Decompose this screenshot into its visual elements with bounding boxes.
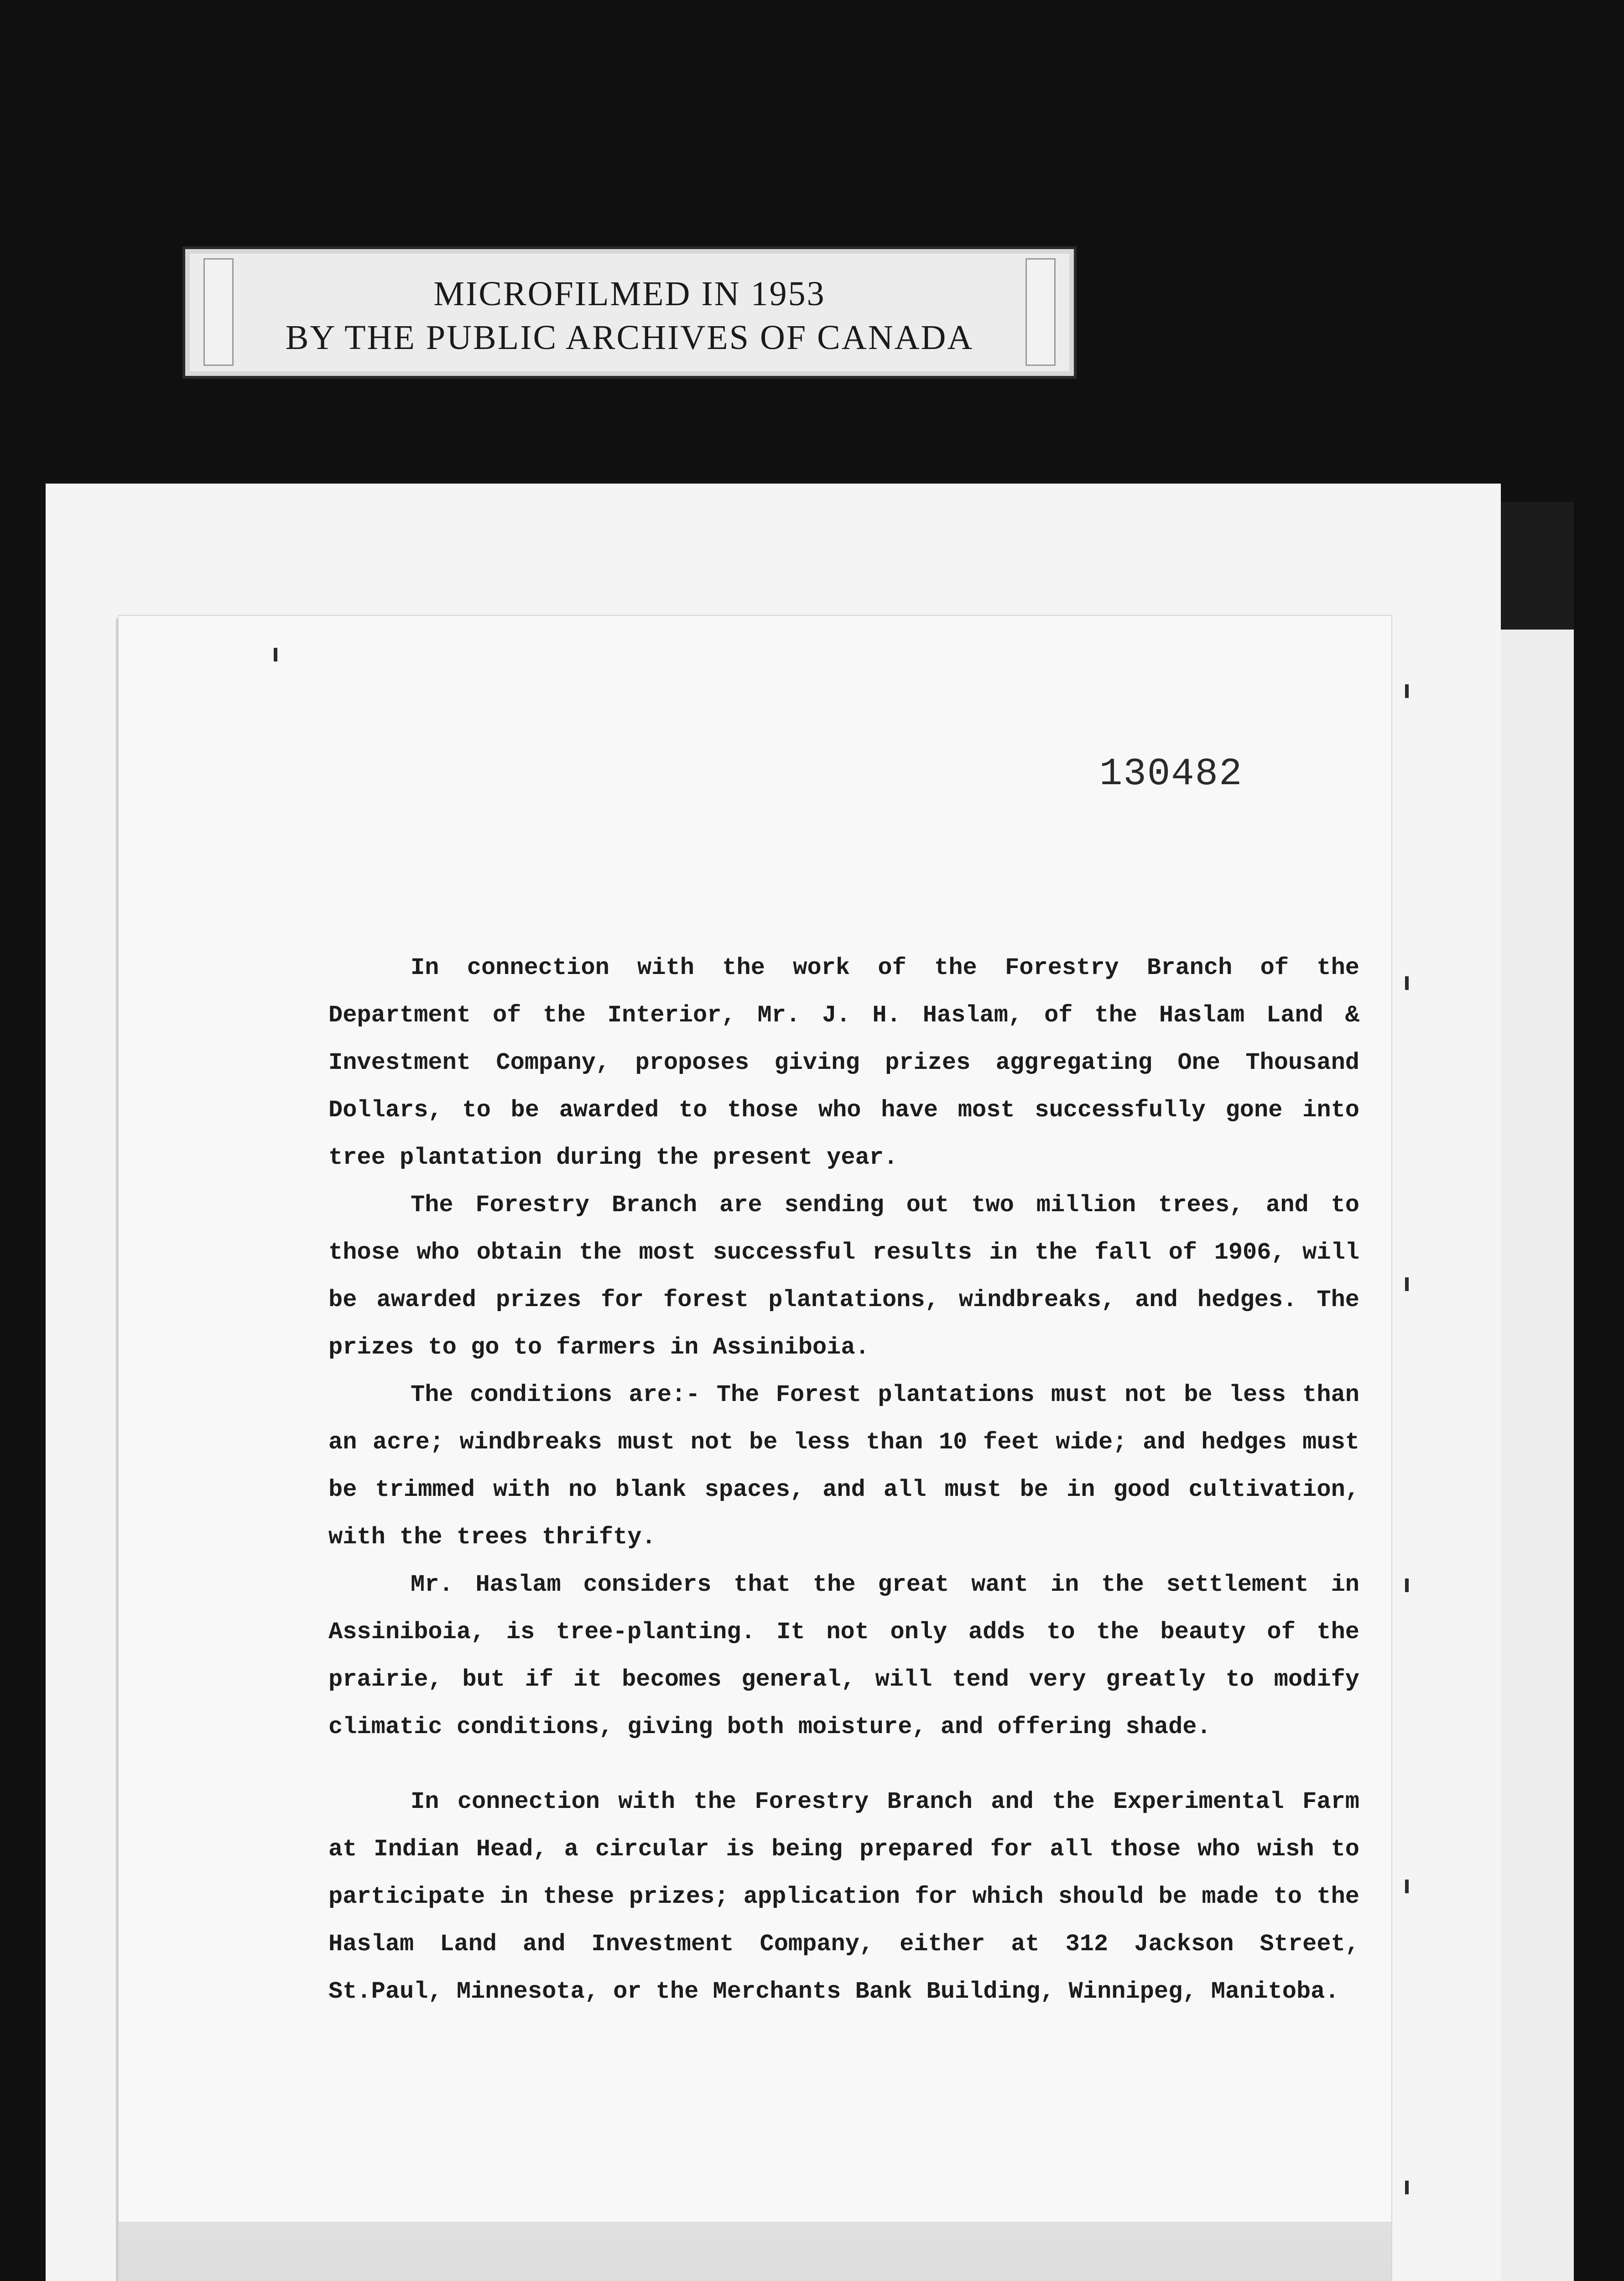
microfilm-banner	[182, 246, 1077, 379]
paragraph-5: In connection with the Forestry Branch and the Experimental Farm at Indian Head, a circular is being prepared for all those who wish to participate in these prizes; application for which should be made to the Haslam Land and Investment Company, either at 312 Jackson Street, St.Paul, Minnesota, or the Merchants Bank Building, Winnipeg, Manitoba.	[328, 1788, 1359, 2005]
banner-line-1: MICROFILMED IN 1953	[433, 275, 826, 313]
banner-line-2: BY THE PUBLIC ARCHIVES OF CANADA	[285, 318, 974, 357]
paragraph-2: The Forestry Branch are sending out two million trees, and to those who obtain the most successful results in the fall of 1906, will be awarded prizes for forest plantations, windbreaks, and hedges. The prizes to go to farmers in Assiniboia.	[328, 1192, 1359, 1361]
edge-mark	[1405, 976, 1409, 990]
letter-sheet	[119, 616, 1391, 2281]
board-edge-strip	[1501, 630, 1574, 2281]
paragraph-4: Mr. Haslam considers that the great want in the settlement in Assiniboia, is tree-planting. It not only adds to the beauty of the prairie, but if it becomes general, will tend very greatly to modify climatic conditions, giving both moisture, and offering shade.	[328, 1571, 1359, 1740]
letter-body	[328, 944, 1359, 2015]
edge-mark	[1405, 2181, 1409, 2194]
paragraph-1: In connection with the work of the Forestry Branch of the Department of the Interior, Mr. J. H. Haslam, of the Haslam Land & Investment Company, proposes giving prizes aggregating One Thousand Dollars, to be awarded to those who have most successfully gone into tree plantation during the present year.	[328, 954, 1359, 1171]
document-number: 130482	[1099, 753, 1243, 796]
banner-clip-right	[1025, 258, 1056, 366]
sheet-bottom-shade	[119, 2222, 1391, 2281]
edge-mark	[1405, 1880, 1409, 1893]
banner-clip-left	[203, 258, 234, 366]
paragraph-3: The conditions are:- The Forest plantations must not be less than an acre; windbreaks must not be less than 10 feet wide; and hedges must be trimmed with no blank spaces, and all must be in good cultivation, with the trees thrifty.	[328, 1381, 1359, 1551]
edge-mark	[1405, 684, 1409, 698]
board-edge-shadow	[1501, 502, 1574, 634]
edge-mark	[1405, 1578, 1409, 1592]
edge-mark	[1405, 1277, 1409, 1291]
edge-mark	[274, 648, 277, 661]
